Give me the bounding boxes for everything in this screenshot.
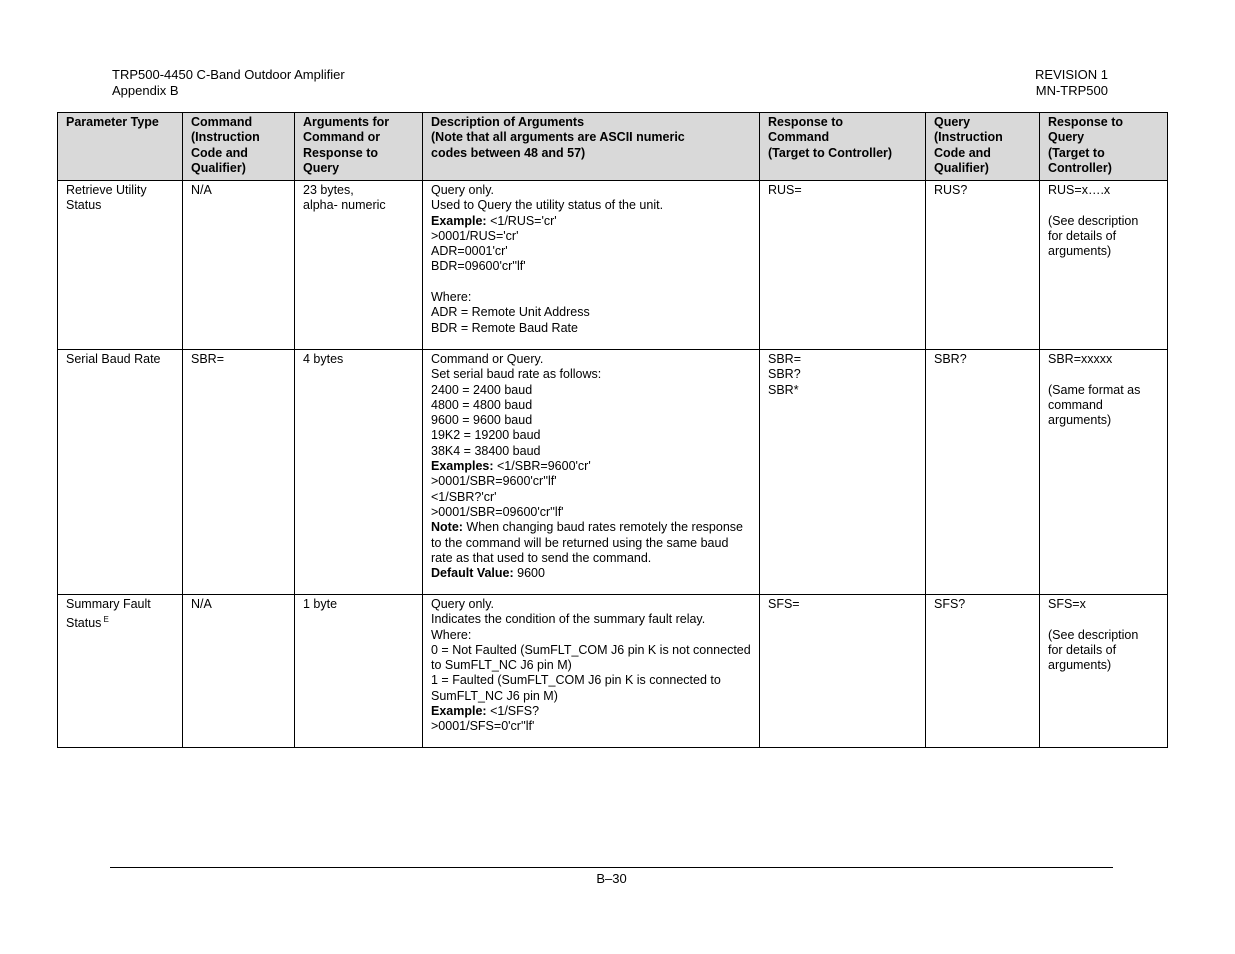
column-header-description: Description of Arguments (Note that all arguments are ASCII numeric codes between 48 and 57) (423, 113, 760, 181)
response-to-query-cell: SBR=xxxxx (Same format as command arguments) (1040, 350, 1168, 595)
column-header-query: Query (Instruction Code and Qualifier) (926, 113, 1040, 181)
manual-number: MN-TRP500 (1035, 83, 1108, 98)
column-header-command: Command (Instruction Code and Qualifier) (183, 113, 295, 181)
parameter-type-cell: Summary Fault Status $^E$ (58, 595, 183, 748)
description-cell: Query only. Indicates the condition of the summary fault relay. Where: 0 = Not Faulted (SumFLT_COM J6 pin K is not connected to SumFLT_NC J6 pin M) 1 = Faulted (SumFLT_COM J6 pin K is connected to SumFLT_NC J6 pin M) Example: <1/SFS? >0001/SFS=0'cr''lf' (423, 595, 760, 748)
table-row (58, 595, 1168, 748)
table-row (58, 350, 1168, 595)
command-table (57, 112, 1168, 748)
query-cell: SBR? (926, 350, 1040, 595)
response-to-query-cell: RUS=x….x (See description for details of arguments) (1040, 181, 1168, 350)
arguments-cell: 4 bytes (295, 350, 423, 595)
arguments-cell: 23 bytes, alpha- numeric (295, 181, 423, 350)
footer-divider (110, 867, 1113, 868)
response-to-command-cell: RUS= (760, 181, 926, 350)
response-to-query-cell: SFS=x (See description for details of arguments) (1040, 595, 1168, 748)
column-header-response-to-query: Response to Query (Target to Controller) (1040, 113, 1168, 181)
response-to-command-cell: SFS= (760, 595, 926, 748)
command-cell: N/A (183, 595, 295, 748)
response-to-command-cell: SBR= SBR? SBR* (760, 350, 926, 595)
column-header-response-to-command: Response to Command (Target to Controller) (760, 113, 926, 181)
column-header-parameter-type: Parameter Type (58, 113, 183, 181)
page-number: B–30 (596, 871, 627, 886)
query-cell: RUS? (926, 181, 1040, 350)
footnote-marker: E (103, 615, 109, 625)
table-row (58, 181, 1168, 350)
parameter-type-cell: Retrieve Utility Status (58, 181, 183, 350)
revision-label: REVISION 1 (1035, 67, 1108, 82)
document-header-right (1035, 67, 1108, 99)
command-cell: N/A (183, 181, 295, 350)
parameter-type-cell: Serial Baud Rate (58, 350, 183, 595)
table-header-row (58, 113, 1168, 181)
query-cell: SFS? (926, 595, 1040, 748)
description-cell: Command or Query. Set serial baud rate as follows: 2400 = 2400 baud 4800 = 4800 baud 9600 = 9600 baud 19K2 = 19200 baud 38K4 = 38400 baud Examples: <1/SBR=9600'cr' >0001/SBR=9600'cr''lf' <1/SBR?'cr' >0001/SBR=09600'cr''lf' Note: When changing baud rates remotely the response to the command will be returned using the same baud rate as that used to send the command. Default Value: 9600 (423, 350, 760, 595)
document-title: TRP500-4450 C-Band Outdoor Amplifier (112, 67, 345, 82)
description-cell: Query only. Used to Query the utility status of the unit. Example: <1/RUS='cr' >0001/RUS='cr' ADR=0001'cr' BDR=09600'cr''lf' Where: ADR = Remote Unit Address BDR = Remote Baud Rate (423, 181, 760, 350)
document-header-left (112, 67, 345, 99)
appendix-label: Appendix B (112, 83, 179, 98)
command-cell: SBR= (183, 350, 295, 595)
column-header-arguments: Arguments for Command or Response to Query (295, 113, 423, 181)
arguments-cell: 1 byte (295, 595, 423, 748)
